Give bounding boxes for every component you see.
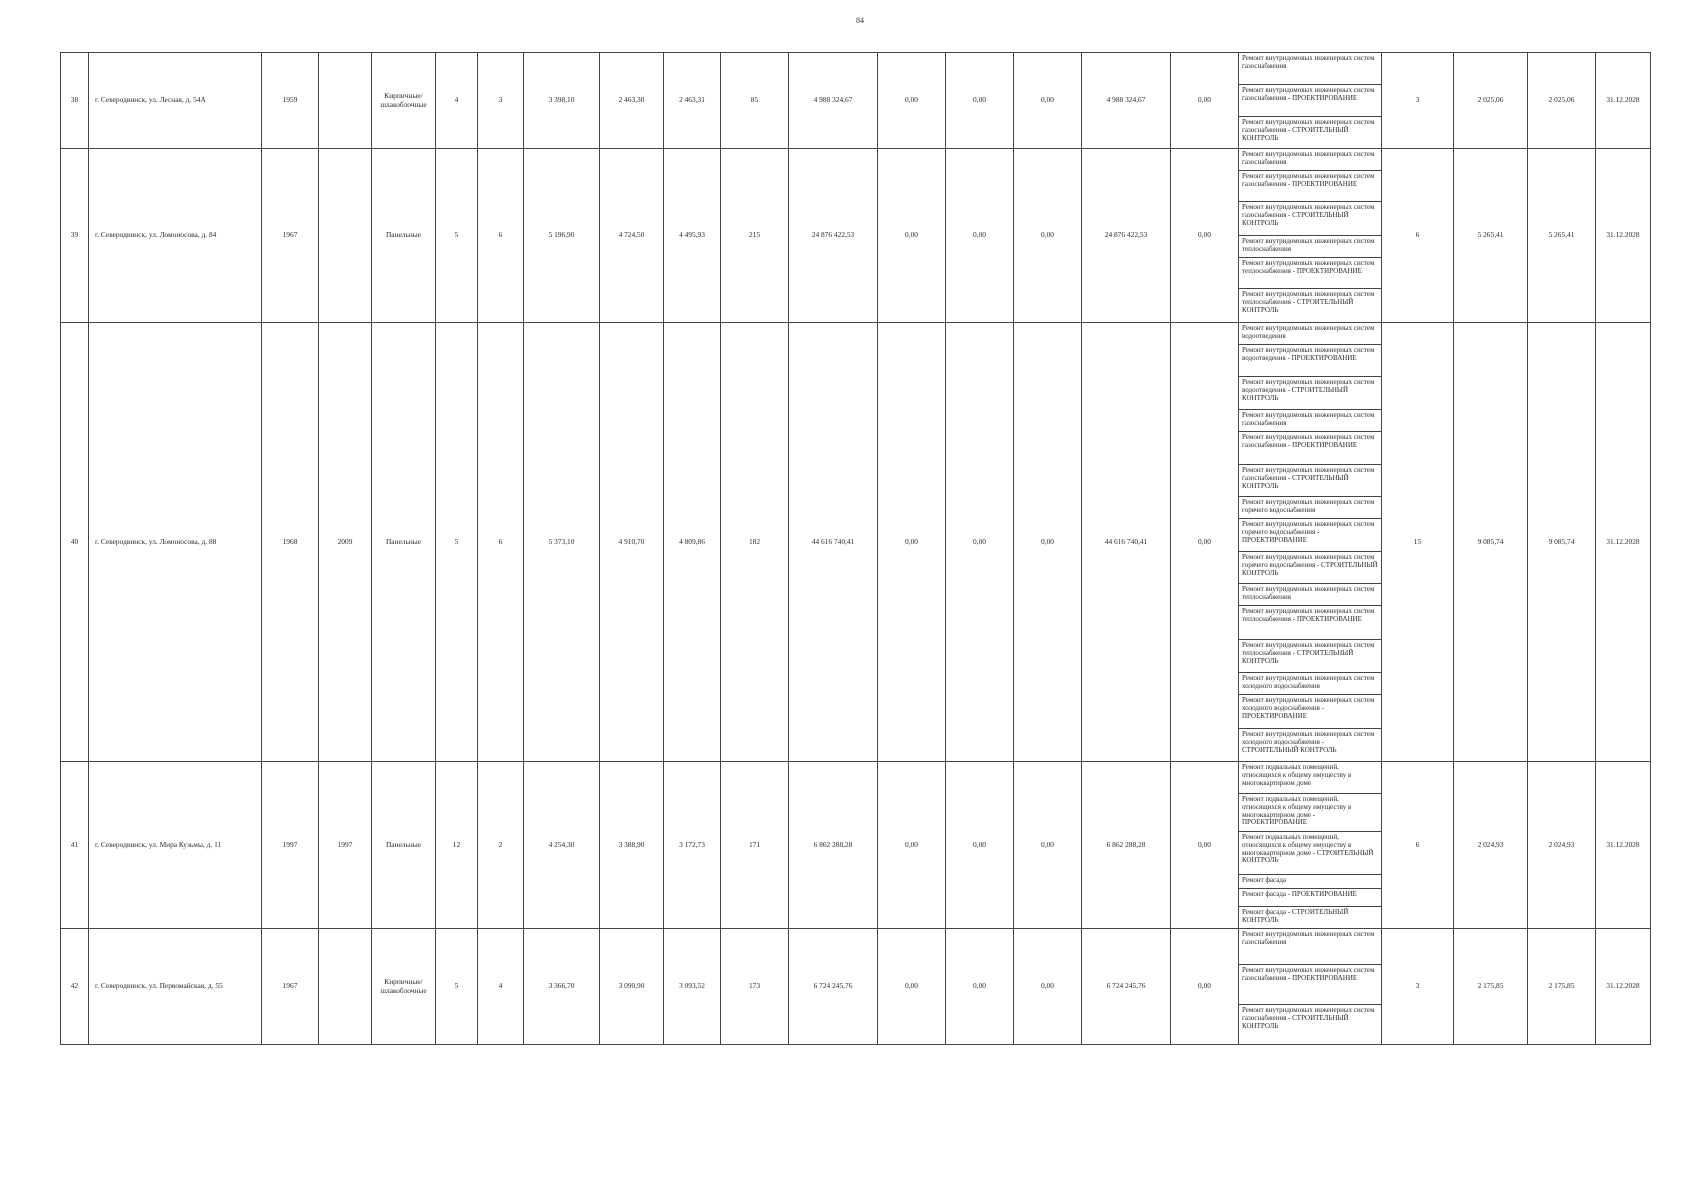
cell-floors: 5 [436,149,478,323]
cell-floors: 5 [436,929,478,1045]
cell-work-item: Ремонт внутридомовых инженерных систем теплоснабжения - СТРОИТЕЛЬНЫЙ КОНТРОЛЬ [1239,289,1382,323]
cell-area-rooms: 2 463,30 [600,53,664,149]
overhaul-register-table [60,52,1651,1045]
cell-cost-federal: 0,00 [878,53,946,149]
cell-work-item: Ремонт внутридомовых инженерных систем газоснабжения - СТРОИТЕЛЬНЫЙ КОНТРОЛЬ [1239,202,1382,236]
cell-address: г. Северодвинск, ул. Ломоносова, д. 88 [89,323,262,762]
cell-work-item: Ремонт внутридомовых инженерных систем холодного водоснабжения [1239,673,1382,695]
cell-wall-material: Панельные [372,323,436,762]
cell-work-item: Ремонт внутридомовых инженерных систем газоснабжения [1239,53,1382,85]
cell-cost-owners: 6 862 288,28 [1082,762,1171,929]
cell-work-item: Ремонт внутридомовых инженерных систем газоснабжения - ПРОЕКТИРОВАНИЕ [1239,432,1382,465]
cell-year-overhaul [319,929,372,1045]
cell-unit-cost: 2 025,06 [1454,53,1528,149]
cell-work-item: Ремонт внутридомовых инженерных систем газоснабжения - СТРОИТЕЛЬНЫЙ КОНТРОЛЬ [1239,465,1382,497]
cell-area-total: 4 254,30 [524,762,600,929]
cell-cost-owners: 6 724 245,76 [1082,929,1171,1045]
cell-max-unit-cost: 2 024,93 [1528,762,1596,929]
cell-year-overhaul: 1997 [319,762,372,929]
cell-cost-municipal: 0,00 [1014,149,1082,323]
cell-wall-material: Кирпичные/ шлакоблочные [372,53,436,149]
cell-cost-regional: 0,00 [946,149,1014,323]
cell-max-unit-cost: 5 265,41 [1528,149,1596,323]
cell-no: 42 [61,929,89,1045]
table-row [61,929,1651,965]
cell-work-item: Ремонт внутридомовых инженерных систем водоотведения - СТРОИТЕЛЬНЫЙ КОНТРОЛЬ [1239,377,1382,410]
cell-year-built: 1967 [262,149,319,323]
table-row [61,762,1651,794]
cell-year-built: 1967 [262,929,319,1045]
cell-cost-municipal: 0,00 [1014,53,1082,149]
cell-cost-other: 0,00 [1171,53,1239,149]
cell-work-item: Ремонт внутридомовых инженерных систем газоснабжения [1239,410,1382,432]
cell-cost-total: 4 988 324,67 [789,53,878,149]
cell-work-item: Ремонт внутридомовых инженерных систем газоснабжения - ПРОЕКТИРОВАНИЕ [1239,965,1382,1005]
cell-work-item: Ремонт фасада [1239,875,1382,889]
cell-year-built: 1968 [262,323,319,762]
cell-entrances: 2 [478,762,524,929]
cell-no: 41 [61,762,89,929]
cell-cost-other: 0,00 [1171,323,1239,762]
cell-address: г. Северодвинск, ул. Ломоносова, д. 84 [89,149,262,323]
cell-address: г. Северодвинск, ул. Мира Кузьмы, д. 11 [89,762,262,929]
cell-work-item: Ремонт подвальных помещений, относящихся к общему имуществу в многоквартирном доме [1239,762,1382,794]
cell-entrances: 4 [478,929,524,1045]
cell-wall-material: Кирпичные/ шлакоблочные [372,929,436,1045]
cell-unit-cost: 5 265,41 [1454,149,1528,323]
cell-works-count: 6 [1382,762,1454,929]
cell-work-item: Ремонт внутридомовых инженерных систем газоснабжения - СТРОИТЕЛЬНЫЙ КОНТРОЛЬ [1239,1005,1382,1045]
table-row [61,149,1651,171]
cell-cost-total: 6 862 288,28 [789,762,878,929]
cell-area-rooms: 4 724,50 [600,149,664,323]
cell-work-item: Ремонт внутридомовых инженерных систем водоотведения - ПРОЕКТИРОВАНИЕ [1239,345,1382,377]
cell-no: 38 [61,53,89,149]
cell-work-item: Ремонт внутридомовых инженерных систем теплоснабжения [1239,584,1382,606]
cell-year-overhaul [319,149,372,323]
cell-cost-regional: 0,00 [946,929,1014,1045]
cell-cost-owners: 24 876 422,53 [1082,149,1171,323]
cell-cost-federal: 0,00 [878,762,946,929]
cell-address: г. Северодвинск, ул. Лесная, д. 54А [89,53,262,149]
cell-area-rooms: 3 090,90 [600,929,664,1045]
cell-work-item: Ремонт подвальных помещений, относящихся к общему имуществу в многоквартирном доме - ПРОЕКТИРОВАНИЕ [1239,794,1382,832]
cell-work-item: Ремонт внутридомовых инженерных систем газоснабжения - СТРОИТЕЛЬНЫЙ КОНТРОЛЬ [1239,117,1382,149]
cell-work-item: Ремонт внутридомовых инженерных систем газоснабжения - ПРОЕКТИРОВАНИЕ [1239,171,1382,202]
cell-cost-federal: 0,00 [878,149,946,323]
cell-residents: 182 [721,323,789,762]
cell-work-item: Ремонт внутридомовых инженерных систем газоснабжения [1239,149,1382,171]
cell-entrances: 6 [478,149,524,323]
cell-floors: 12 [436,762,478,929]
cell-year-overhaul: 2009 [319,323,372,762]
cell-work-item: Ремонт внутридомовых инженерных систем холодного водоснабжения - ПРОЕКТИРОВАНИЕ [1239,695,1382,729]
cell-area-rooms: 4 910,70 [600,323,664,762]
cell-work-item: Ремонт подвальных помещений, относящихся к общему имуществу в многоквартирном доме - СТРОИТЕЛЬНЫЙ КОНТРОЛЬ [1239,832,1382,875]
cell-no: 40 [61,323,89,762]
cell-entrances: 6 [478,323,524,762]
table-row [61,53,1651,85]
cell-cost-regional: 0,00 [946,323,1014,762]
cell-area-residential: 3 093,52 [664,929,721,1045]
cell-works-count: 3 [1382,929,1454,1045]
cell-cost-federal: 0,00 [878,929,946,1045]
cell-area-total: 5 196,90 [524,149,600,323]
cell-work-item: Ремонт внутридомовых инженерных систем теплоснабжения - ПРОЕКТИРОВАНИЕ [1239,606,1382,640]
cell-works-count: 3 [1382,53,1454,149]
cell-unit-cost: 2 175,85 [1454,929,1528,1045]
cell-year-built: 1997 [262,762,319,929]
cell-cost-regional: 0,00 [946,762,1014,929]
cell-cost-municipal: 0,00 [1014,323,1082,762]
cell-work-item: Ремонт внутридомовых инженерных систем теплоснабжения - СТРОИТЕЛЬНЫЙ КОНТРОЛЬ [1239,640,1382,673]
cell-year-built: 1959 [262,53,319,149]
cell-residents: 85 [721,53,789,149]
cell-deadline: 31.12.2028 [1596,53,1651,149]
cell-residents: 215 [721,149,789,323]
cell-area-residential: 2 463,31 [664,53,721,149]
cell-wall-material: Панельные [372,762,436,929]
cell-area-residential: 4 809,86 [664,323,721,762]
cell-cost-total: 24 876 422,53 [789,149,878,323]
cell-work-item: Ремонт внутридомовых инженерных систем газоснабжения - ПРОЕКТИРОВАНИЕ [1239,85,1382,117]
cell-work-item: Ремонт внутридомовых инженерных систем холодного водоснабжения - СТРОИТЕЛЬНЫЙ КОНТРОЛЬ [1239,729,1382,762]
cell-cost-owners: 44 616 740,41 [1082,323,1171,762]
cell-area-residential: 3 172,73 [664,762,721,929]
cell-work-item: Ремонт внутридомовых инженерных систем горячего водоснабжения [1239,497,1382,519]
cell-works-count: 15 [1382,323,1454,762]
cell-work-item: Ремонт фасада - СТРОИТЕЛЬНЫЙ КОНТРОЛЬ [1239,907,1382,929]
cell-wall-material: Панельные [372,149,436,323]
cell-floors: 4 [436,53,478,149]
cell-area-total: 5 373,10 [524,323,600,762]
cell-unit-cost: 9 085,74 [1454,323,1528,762]
cell-cost-federal: 0,00 [878,323,946,762]
cell-unit-cost: 2 024,93 [1454,762,1528,929]
cell-area-rooms: 3 388,90 [600,762,664,929]
cell-deadline: 31.12.2028 [1596,929,1651,1045]
page-number: 84 [856,16,864,25]
cell-work-item: Ремонт внутридомовых инженерных систем газоснабжения [1239,929,1382,965]
cell-deadline: 31.12.2028 [1596,762,1651,929]
cell-area-total: 3 366,70 [524,929,600,1045]
cell-cost-owners: 4 988 324,67 [1082,53,1171,149]
cell-address: г. Северодвинск, ул. Первомайская, д. 55 [89,929,262,1045]
cell-work-item: Ремонт фасада - ПРОЕКТИРОВАНИЕ [1239,889,1382,907]
cell-work-item: Ремонт внутридомовых инженерных систем горячего водоснабжения - СТРОИТЕЛЬНЫЙ КОНТРОЛЬ [1239,552,1382,584]
cell-cost-regional: 0,00 [946,53,1014,149]
cell-cost-other: 0,00 [1171,149,1239,323]
cell-cost-other: 0,00 [1171,762,1239,929]
cell-max-unit-cost: 2 175,85 [1528,929,1596,1045]
cell-area-residential: 4 495,93 [664,149,721,323]
cell-deadline: 31.12.2028 [1596,149,1651,323]
cell-residents: 171 [721,762,789,929]
cell-cost-municipal: 0,00 [1014,929,1082,1045]
cell-max-unit-cost: 2 025,06 [1528,53,1596,149]
cell-no: 39 [61,149,89,323]
cell-entrances: 3 [478,53,524,149]
cell-work-item: Ремонт внутридомовых инженерных систем теплоснабжения - ПРОЕКТИРОВАНИЕ [1239,258,1382,289]
cell-residents: 173 [721,929,789,1045]
cell-deadline: 31.12.2028 [1596,323,1651,762]
cell-work-item: Ремонт внутридомовых инженерных систем теплоснабжения [1239,236,1382,258]
cell-cost-total: 6 724 245,76 [789,929,878,1045]
cell-work-item: Ремонт внутридомовых инженерных систем водоотведения [1239,323,1382,345]
cell-work-item: Ремонт внутридомовых инженерных систем горячего водоснабжения - ПРОЕКТИРОВАНИЕ [1239,519,1382,552]
cell-cost-total: 44 616 740,41 [789,323,878,762]
cell-year-overhaul [319,53,372,149]
cell-works-count: 6 [1382,149,1454,323]
cell-cost-municipal: 0,00 [1014,762,1082,929]
cell-cost-other: 0,00 [1171,929,1239,1045]
cell-max-unit-cost: 9 085,74 [1528,323,1596,762]
table-row [61,323,1651,345]
cell-floors: 5 [436,323,478,762]
cell-area-total: 3 398,10 [524,53,600,149]
